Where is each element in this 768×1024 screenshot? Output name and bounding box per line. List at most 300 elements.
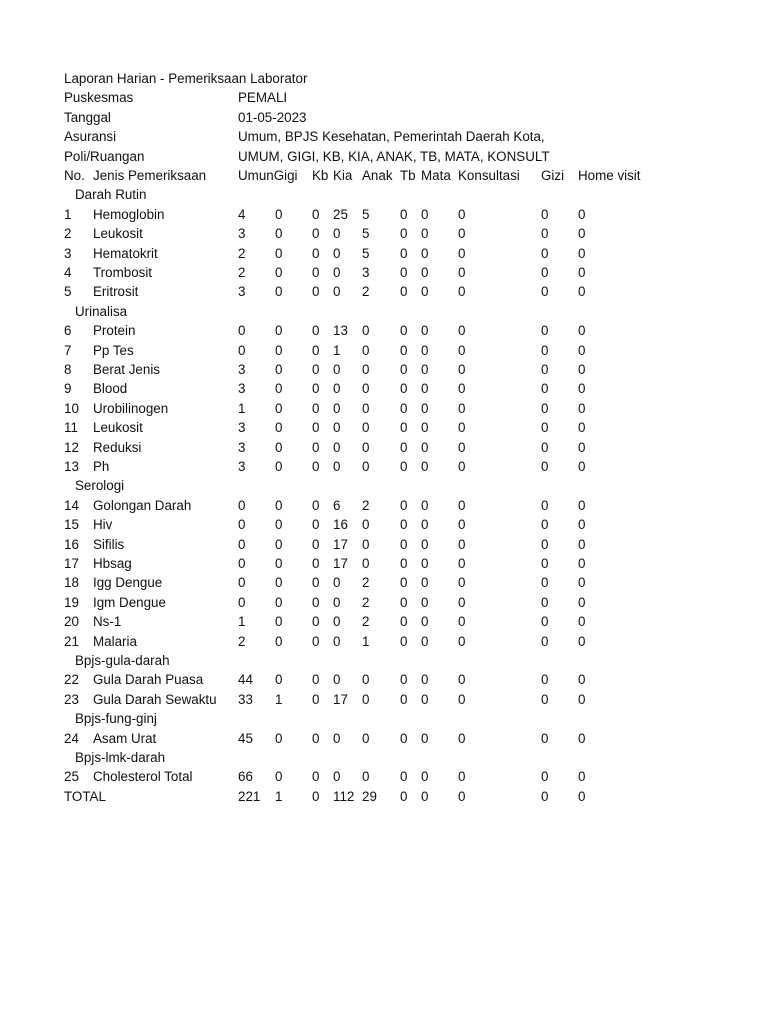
cell-no: 22 [64, 672, 79, 688]
cell-kia: 0 [333, 594, 341, 610]
cell-kia: 16 [333, 517, 348, 533]
cell-konsultasi: 0 [458, 517, 466, 533]
total-tb: 0 [400, 788, 408, 804]
cell-kia: 0 [333, 769, 341, 785]
cell-gigi: 0 [275, 439, 283, 455]
cell-tb: 0 [400, 459, 408, 474]
cell-home-visit: 0 [578, 536, 586, 552]
cell-kb: 0 [312, 381, 320, 397]
cell-gigi: 0 [275, 517, 283, 533]
cell-gigi: 0 [275, 594, 283, 610]
cell-kia: 17 [333, 691, 348, 707]
cell-anak: 0 [362, 730, 370, 746]
cell-name: Protein [93, 323, 136, 339]
total-label: TOTAL [64, 788, 106, 804]
cell-tb: 0 [400, 594, 408, 610]
cell-gizi: 0 [541, 459, 549, 474]
table-row [0, 496, 768, 515]
header-no: No. [64, 168, 85, 183]
cell-umum: 0 [238, 594, 246, 610]
meta-row-asuransi [0, 127, 768, 146]
cell-name: Hematokrit [93, 245, 158, 261]
cell-gizi: 0 [541, 633, 549, 649]
cell-no: 12 [64, 439, 79, 455]
cell-tb: 0 [400, 362, 408, 377]
cell-konsultasi: 0 [458, 342, 466, 358]
cell-konsultasi: 0 [458, 594, 466, 610]
cell-name: Igm Dengue [93, 594, 166, 610]
cell-kia: 0 [333, 439, 341, 455]
cell-anak: 2 [362, 497, 370, 513]
cell-kia: 1 [333, 342, 341, 358]
cell-kia: 0 [333, 614, 341, 630]
cell-gigi: 0 [275, 633, 283, 649]
group-heading-row [0, 709, 768, 728]
table-row [0, 535, 768, 554]
cell-gigi: 0 [275, 265, 283, 280]
total-kia: 112 [333, 788, 355, 804]
cell-konsultasi: 0 [458, 362, 466, 377]
cell-no: 1 [64, 206, 72, 222]
cell-umum: 3 [238, 439, 246, 455]
cell-tb: 0 [400, 381, 408, 397]
cell-no: 13 [64, 459, 79, 474]
cell-no: 8 [64, 362, 72, 377]
table-row [0, 457, 768, 476]
cell-umum: 33 [238, 691, 253, 707]
header-jenis-pemeriksaan: Jenis Pemeriksaan [93, 168, 207, 183]
cell-no: 4 [64, 265, 72, 280]
header-kia: Kia [333, 168, 353, 183]
cell-home-visit: 0 [578, 614, 586, 630]
cell-no: 15 [64, 517, 79, 533]
meta-label: Poli/Ruangan [64, 148, 145, 164]
cell-mata: 0 [421, 381, 429, 397]
cell-kb: 0 [312, 691, 320, 707]
header-tb: Tb [400, 168, 416, 183]
cell-konsultasi: 0 [458, 323, 466, 339]
cell-anak: 2 [362, 594, 370, 610]
cell-gizi: 0 [541, 594, 549, 610]
cell-home-visit: 0 [578, 439, 586, 455]
cell-gizi: 0 [541, 517, 549, 533]
cell-gigi: 0 [275, 420, 283, 436]
cell-no: 20 [64, 614, 79, 630]
cell-umum: 2 [238, 633, 246, 649]
cell-tb: 0 [400, 633, 408, 649]
group-heading-row [0, 476, 768, 495]
cell-kb: 0 [312, 245, 320, 261]
cell-gigi: 0 [275, 614, 283, 630]
table-row [0, 341, 768, 360]
cell-umum: 0 [238, 575, 246, 591]
cell-kia: 13 [333, 323, 348, 339]
cell-anak: 2 [362, 614, 370, 630]
cell-konsultasi: 0 [458, 691, 466, 707]
cell-mata: 0 [421, 672, 429, 688]
cell-konsultasi: 0 [458, 245, 466, 261]
cell-umum: 66 [238, 769, 253, 785]
cell-no: 2 [64, 226, 72, 242]
cell-no: 19 [64, 594, 79, 610]
cell-kb: 0 [312, 459, 320, 474]
table-row [0, 379, 768, 398]
cell-konsultasi: 0 [458, 459, 466, 474]
cell-kia: 0 [333, 459, 341, 474]
cell-kb: 0 [312, 400, 320, 416]
cell-umum: 2 [238, 265, 246, 280]
cell-name: Ns-1 [93, 614, 122, 630]
cell-gizi: 0 [541, 362, 549, 377]
cell-tb: 0 [400, 614, 408, 630]
cell-kia: 6 [333, 497, 341, 513]
table-row [0, 438, 768, 457]
cell-kia: 25 [333, 206, 348, 222]
cell-kb: 0 [312, 323, 320, 339]
cell-kb: 0 [312, 517, 320, 533]
cell-umum: 3 [238, 284, 246, 300]
cell-kia: 17 [333, 556, 348, 571]
cell-mata: 0 [421, 284, 429, 300]
cell-gizi: 0 [541, 691, 549, 707]
cell-home-visit: 0 [578, 245, 586, 261]
cell-name: Blood [93, 381, 128, 397]
cell-kb: 0 [312, 497, 320, 513]
cell-name: Eritrosit [93, 284, 139, 300]
cell-anak: 5 [362, 206, 370, 222]
cell-tb: 0 [400, 342, 408, 358]
cell-home-visit: 0 [578, 206, 586, 222]
cell-kb: 0 [312, 420, 320, 436]
cell-gizi: 0 [541, 284, 549, 300]
cell-mata: 0 [421, 575, 429, 591]
cell-home-visit: 0 [578, 769, 586, 785]
cell-anak: 0 [362, 556, 370, 571]
cell-gizi: 0 [541, 497, 549, 513]
cell-kb: 0 [312, 633, 320, 649]
cell-anak: 0 [362, 769, 370, 785]
cell-kia: 0 [333, 672, 341, 688]
cell-tb: 0 [400, 497, 408, 513]
table-row [0, 767, 768, 786]
cell-home-visit: 0 [578, 226, 586, 242]
cell-name: Leukosit [93, 420, 143, 436]
cell-gigi: 0 [275, 284, 283, 300]
cell-name: Hemoglobin [93, 206, 165, 222]
cell-gizi: 0 [541, 265, 549, 280]
cell-no: 23 [64, 691, 79, 707]
meta-value: 01-05-2023 [238, 109, 307, 125]
cell-tb: 0 [400, 265, 408, 280]
table-row [0, 244, 768, 263]
cell-tb: 0 [400, 575, 408, 591]
cell-no: 9 [64, 381, 72, 397]
cell-gigi: 1 [275, 691, 283, 707]
cell-name: Sifilis [93, 536, 125, 552]
cell-mata: 0 [421, 517, 429, 533]
cell-umum: 4 [238, 206, 246, 222]
cell-tb: 0 [400, 400, 408, 416]
cell-mata: 0 [421, 342, 429, 358]
cell-mata: 0 [421, 594, 429, 610]
table-row [0, 263, 768, 282]
total-gigi: 1 [275, 788, 283, 804]
cell-tb: 0 [400, 284, 408, 300]
cell-anak: 0 [362, 691, 370, 707]
cell-mata: 0 [421, 362, 429, 377]
cell-umum: 3 [238, 459, 246, 474]
total-anak: 29 [362, 788, 377, 804]
cell-anak: 0 [362, 362, 370, 377]
cell-konsultasi: 0 [458, 381, 466, 397]
cell-kb: 0 [312, 206, 320, 222]
cell-home-visit: 0 [578, 594, 586, 610]
cell-name: Ph [93, 459, 110, 474]
cell-gigi: 0 [275, 226, 283, 242]
meta-row-poli-ruangan [0, 147, 768, 166]
cell-tb: 0 [400, 769, 408, 785]
cell-mata: 0 [421, 400, 429, 416]
cell-kia: 0 [333, 362, 341, 377]
cell-konsultasi: 0 [458, 769, 466, 785]
report-title-row [0, 69, 768, 88]
cell-no: 10 [64, 400, 79, 416]
table-row [0, 321, 768, 340]
cell-kb: 0 [312, 769, 320, 785]
meta-row-puskesmas [0, 88, 768, 107]
cell-konsultasi: 0 [458, 439, 466, 455]
cell-name: Pp Tes [93, 342, 134, 358]
cell-umum: 0 [238, 342, 246, 358]
cell-mata: 0 [421, 420, 429, 436]
cell-mata: 0 [421, 769, 429, 785]
cell-konsultasi: 0 [458, 265, 466, 280]
cell-gigi: 0 [275, 497, 283, 513]
cell-mata: 0 [421, 439, 429, 455]
cell-konsultasi: 0 [458, 730, 466, 746]
cell-anak: 1 [362, 633, 370, 649]
cell-no: 17 [64, 556, 79, 571]
cell-kia: 0 [333, 575, 341, 591]
meta-label: Puskesmas [64, 90, 134, 106]
cell-umum: 45 [238, 730, 253, 746]
cell-konsultasi: 0 [458, 420, 466, 436]
cell-tb: 0 [400, 517, 408, 533]
cell-no: 6 [64, 323, 72, 339]
meta-label: Tanggal [64, 109, 111, 125]
cell-konsultasi: 0 [458, 536, 466, 552]
header-anak: Anak [362, 168, 393, 183]
cell-umum: 3 [238, 362, 246, 377]
cell-gigi: 0 [275, 342, 283, 358]
cell-name: Igg Dengue [93, 575, 163, 591]
cell-tb: 0 [400, 536, 408, 552]
cell-home-visit: 0 [578, 730, 586, 746]
meta-value: PEMALI [238, 90, 288, 106]
table-row [0, 729, 768, 748]
cell-kb: 0 [312, 284, 320, 300]
cell-name: Berat Jenis [93, 362, 160, 377]
cell-home-visit: 0 [578, 691, 586, 707]
cell-home-visit: 0 [578, 400, 586, 416]
cell-home-visit: 0 [578, 362, 586, 377]
cell-gigi: 0 [275, 362, 283, 377]
cell-umum: 0 [238, 497, 246, 513]
cell-kia: 0 [333, 265, 341, 280]
table-row [0, 573, 768, 592]
cell-gigi: 0 [275, 672, 283, 688]
cell-kia: 0 [333, 284, 341, 300]
cell-mata: 0 [421, 323, 429, 339]
cell-home-visit: 0 [578, 342, 586, 358]
cell-kb: 0 [312, 614, 320, 630]
cell-gigi: 0 [275, 245, 283, 261]
cell-anak: 2 [362, 575, 370, 591]
cell-kb: 0 [312, 672, 320, 688]
table-row [0, 399, 768, 418]
cell-gizi: 0 [541, 556, 549, 571]
cell-no: 14 [64, 497, 79, 513]
total-kb: 0 [312, 788, 320, 804]
cell-umum: 0 [238, 323, 246, 339]
cell-tb: 0 [400, 206, 408, 222]
cell-kia: 0 [333, 245, 341, 261]
cell-konsultasi: 0 [458, 556, 466, 571]
cell-konsultasi: 0 [458, 672, 466, 688]
header-mata: Mata [421, 168, 451, 183]
cell-gizi: 0 [541, 400, 549, 416]
table-row [0, 282, 768, 301]
cell-konsultasi: 0 [458, 400, 466, 416]
cell-mata: 0 [421, 497, 429, 513]
meta-value: Umum, BPJS Kesehatan, Pemerintah Daerah Kota, [238, 129, 545, 145]
total-home-visit: 0 [578, 788, 586, 804]
cell-kia: 0 [333, 381, 341, 397]
cell-gizi: 0 [541, 206, 549, 222]
cell-anak: 0 [362, 323, 370, 339]
cell-gizi: 0 [541, 730, 549, 746]
cell-gigi: 0 [275, 769, 283, 785]
cell-mata: 0 [421, 633, 429, 649]
cell-umum: 0 [238, 556, 246, 571]
cell-konsultasi: 0 [458, 575, 466, 591]
cell-tb: 0 [400, 226, 408, 242]
cell-name: Leukosit [93, 226, 143, 242]
cell-name: Urobilinogen [93, 400, 169, 416]
cell-kb: 0 [312, 556, 320, 571]
cell-anak: 2 [362, 284, 370, 300]
cell-gizi: 0 [541, 381, 549, 397]
cell-mata: 0 [421, 691, 429, 707]
cell-no: 25 [64, 769, 79, 785]
cell-anak: 0 [362, 420, 370, 436]
cell-kb: 0 [312, 439, 320, 455]
table-row [0, 632, 768, 651]
header-kb: Kb [312, 168, 329, 183]
total-konsultasi: 0 [458, 788, 466, 804]
cell-mata: 0 [421, 730, 429, 746]
cell-kia: 17 [333, 536, 348, 552]
cell-home-visit: 0 [578, 284, 586, 300]
cell-name: Reduksi [93, 439, 142, 455]
cell-umum: 3 [238, 226, 246, 242]
table-row [0, 612, 768, 631]
cell-gigi: 0 [275, 556, 283, 571]
cell-umum: 0 [238, 517, 246, 533]
cell-gizi: 0 [541, 769, 549, 785]
table-row [0, 554, 768, 573]
group-heading-row [0, 748, 768, 767]
cell-no: 5 [64, 284, 72, 300]
cell-gigi: 0 [275, 730, 283, 746]
cell-gigi: 0 [275, 575, 283, 591]
cell-gizi: 0 [541, 420, 549, 436]
cell-gizi: 0 [541, 226, 549, 242]
cell-tb: 0 [400, 420, 408, 436]
cell-anak: 0 [362, 439, 370, 455]
cell-anak: 5 [362, 245, 370, 261]
cell-no: 18 [64, 575, 79, 591]
cell-anak: 0 [362, 536, 370, 552]
cell-gigi: 0 [275, 536, 283, 552]
cell-tb: 0 [400, 672, 408, 688]
cell-kb: 0 [312, 536, 320, 552]
cell-home-visit: 0 [578, 420, 586, 436]
table-header-row [0, 166, 768, 185]
cell-gizi: 0 [541, 672, 549, 688]
cell-kia: 0 [333, 420, 341, 436]
total-mata: 0 [421, 788, 429, 804]
cell-tb: 0 [400, 556, 408, 571]
cell-mata: 0 [421, 614, 429, 630]
cell-gizi: 0 [541, 323, 549, 339]
cell-gizi: 0 [541, 439, 549, 455]
cell-home-visit: 0 [578, 517, 586, 533]
group-heading-row [0, 185, 768, 204]
cell-name: Gula Darah Puasa [93, 672, 204, 688]
cell-no: 11 [64, 420, 78, 436]
group-heading-row [0, 302, 768, 321]
cell-name: Malaria [93, 633, 137, 649]
cell-tb: 0 [400, 245, 408, 261]
header-konsultasi: Konsultasi [458, 168, 520, 183]
table-row [0, 593, 768, 612]
cell-kb: 0 [312, 362, 320, 377]
cell-konsultasi: 0 [458, 206, 466, 222]
cell-umum: 1 [238, 614, 246, 630]
table-row [0, 205, 768, 224]
cell-tb: 0 [400, 691, 408, 707]
cell-no: 16 [64, 536, 79, 552]
cell-kia: 0 [333, 400, 341, 416]
cell-gizi: 0 [541, 536, 549, 552]
cell-mata: 0 [421, 265, 429, 280]
cell-mata: 0 [421, 245, 429, 261]
cell-umum: 2 [238, 245, 246, 261]
cell-umum: 0 [238, 536, 246, 552]
header-gizi: Gizi [541, 168, 565, 183]
cell-name: Gula Darah Sewaktu [93, 691, 217, 707]
cell-konsultasi: 0 [458, 614, 466, 630]
cell-konsultasi: 0 [458, 497, 466, 513]
meta-row-tanggal [0, 108, 768, 127]
cell-no: 3 [64, 245, 72, 261]
group-heading: Bpjs-lmk-darah [75, 750, 166, 765]
cell-tb: 0 [400, 439, 408, 455]
cell-gigi: 0 [275, 206, 283, 222]
cell-gizi: 0 [541, 614, 549, 630]
group-heading: Serologi [75, 478, 125, 494]
